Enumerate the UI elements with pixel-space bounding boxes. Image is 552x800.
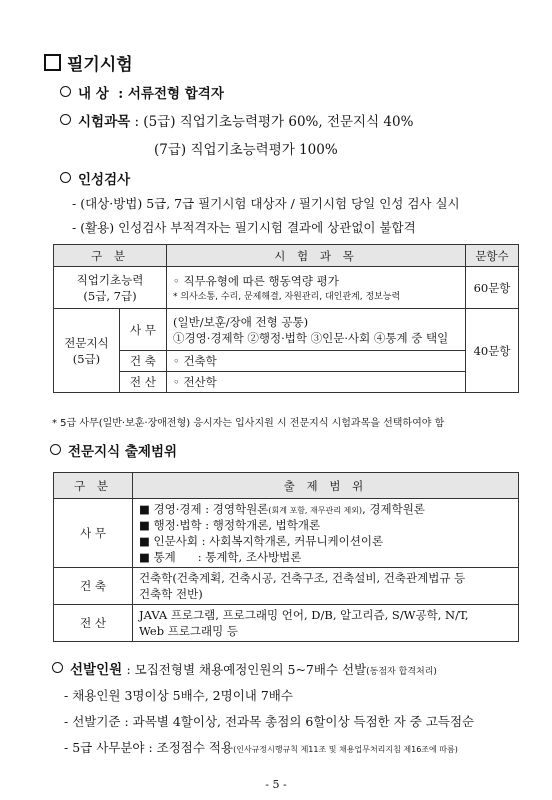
personality-line-1: - (대상·방법) 5급, 7급 필기시험 대상자 / 필기시험 당일 인성 검사 실시: [72, 196, 460, 211]
table-header: 문항수: [466, 245, 519, 267]
subjects-line: 시험과목 : (5급) 직업기초능력평가 60%, 전문지식 40%: [60, 110, 413, 130]
selection-line-3: - 5급 사무분야 : 조정점수 적용(인사규정시행규칙 제11조 및 채용업무처리지침 제16조에 따름): [64, 740, 458, 755]
table-header: 시 험 과 목: [167, 245, 466, 267]
table-row: [54, 351, 519, 372]
count-cell: 60문항: [466, 267, 519, 309]
circle-bullet-icon: [52, 662, 63, 673]
category-cell: 건 축: [54, 568, 133, 605]
subjects-line-2: (7급) 직업기초능력평가 100%: [154, 142, 338, 158]
table-row: [54, 309, 519, 351]
category-cell: 전 산: [54, 605, 133, 642]
selection-line: 선발인원 : 모집전형별 채용예정인원의 5~7배수 선발(동점자 합격처리): [52, 658, 437, 678]
count-cell: 40문항: [466, 309, 519, 393]
table-header: 구 분: [54, 473, 133, 499]
list-item: ■ 행정·법학 : 행정학개론, 법학개론: [139, 518, 321, 532]
section-title: 필기시험: [44, 50, 133, 75]
table-row: [54, 372, 519, 393]
target-line: 내 상 : 서류전형 합격자: [60, 82, 224, 102]
list-item: ■ 경영·경제 : 경영학원론(회계 포함, 재무관리 제외), 경제학원론: [139, 502, 425, 516]
scope-cell: JAVA 프로그램, 프로그래밍 언어, D/B, 알고리즘, S/W공학, N/T, Web 프로그래밍 등: [133, 605, 519, 642]
table-note: * 5급 사무(일반·보훈·장애전형) 응시자는 입사지원 시 전문지식 시험과목을 선택하여야 함: [52, 418, 445, 429]
page-number: - 5 -: [265, 778, 287, 791]
list-item: ■ 인문사회 : 사회복지학개론, 커뮤니케이션이론: [139, 534, 384, 548]
selection-line-2: - 선발기준 : 과목별 4할이상, 전과목 총점의 6할이상 득점한 자 중 고득점순: [64, 714, 475, 729]
scope-cell: [133, 499, 519, 568]
category-cell: 전문지식 (5급): [54, 309, 120, 393]
subject-cell: ◦ 건축학: [167, 351, 466, 372]
checkbox-square-icon: [44, 54, 61, 71]
sub-category-cell: 사 무: [119, 309, 166, 351]
selection-line-1: - 채용인원 3명이상 5배수, 2명이내 7배수: [64, 688, 293, 703]
table-row: [54, 499, 519, 568]
circle-bullet-icon: [60, 114, 71, 125]
category-cell: 사 무: [54, 499, 133, 568]
circle-bullet-icon: [50, 444, 61, 455]
table-row: [54, 568, 519, 605]
subject-cell: (일반/보훈/장애 전형 공통) ①경영·경제학 ②행정·법학 ③인문·사회 ④통계 중 택일: [167, 309, 466, 351]
table-row: [54, 605, 519, 642]
sub-category-cell: 전 산: [119, 372, 166, 393]
scope-cell: 건축학(건축계획, 건축시공, 건축구조, 건축설비, 건축관계법규 등 건축학 전반): [133, 568, 519, 605]
category-cell: 직업기초능력 (5급, 7급): [54, 267, 167, 309]
scope-title: 전문지식 출제범위: [50, 440, 177, 460]
subject-cell: ◦ 직무유형에 따른 행동역량 평가 * 의사소통, 수리, 문제해결, 자원관리, 대인관계, 정보능력: [167, 267, 466, 309]
personality-title: 인성검사: [60, 168, 130, 188]
circle-bullet-icon: [60, 86, 71, 97]
table-row: [54, 267, 519, 309]
sub-category-cell: 건 축: [119, 351, 166, 372]
circle-bullet-icon: [60, 172, 71, 183]
personality-line-2: - (활용) 인성검사 부적격자는 필기시험 결과에 상관없이 불합격: [72, 220, 416, 235]
list-item: ■ 통계 : 통계학, 조사방법론: [139, 550, 302, 564]
subject-cell: ◦ 전산학: [167, 372, 466, 393]
exam-subject-table: [53, 244, 519, 393]
scope-table: [53, 472, 519, 642]
table-header: 출 제 범 위: [133, 473, 519, 499]
table-header: 구 분: [54, 245, 167, 267]
